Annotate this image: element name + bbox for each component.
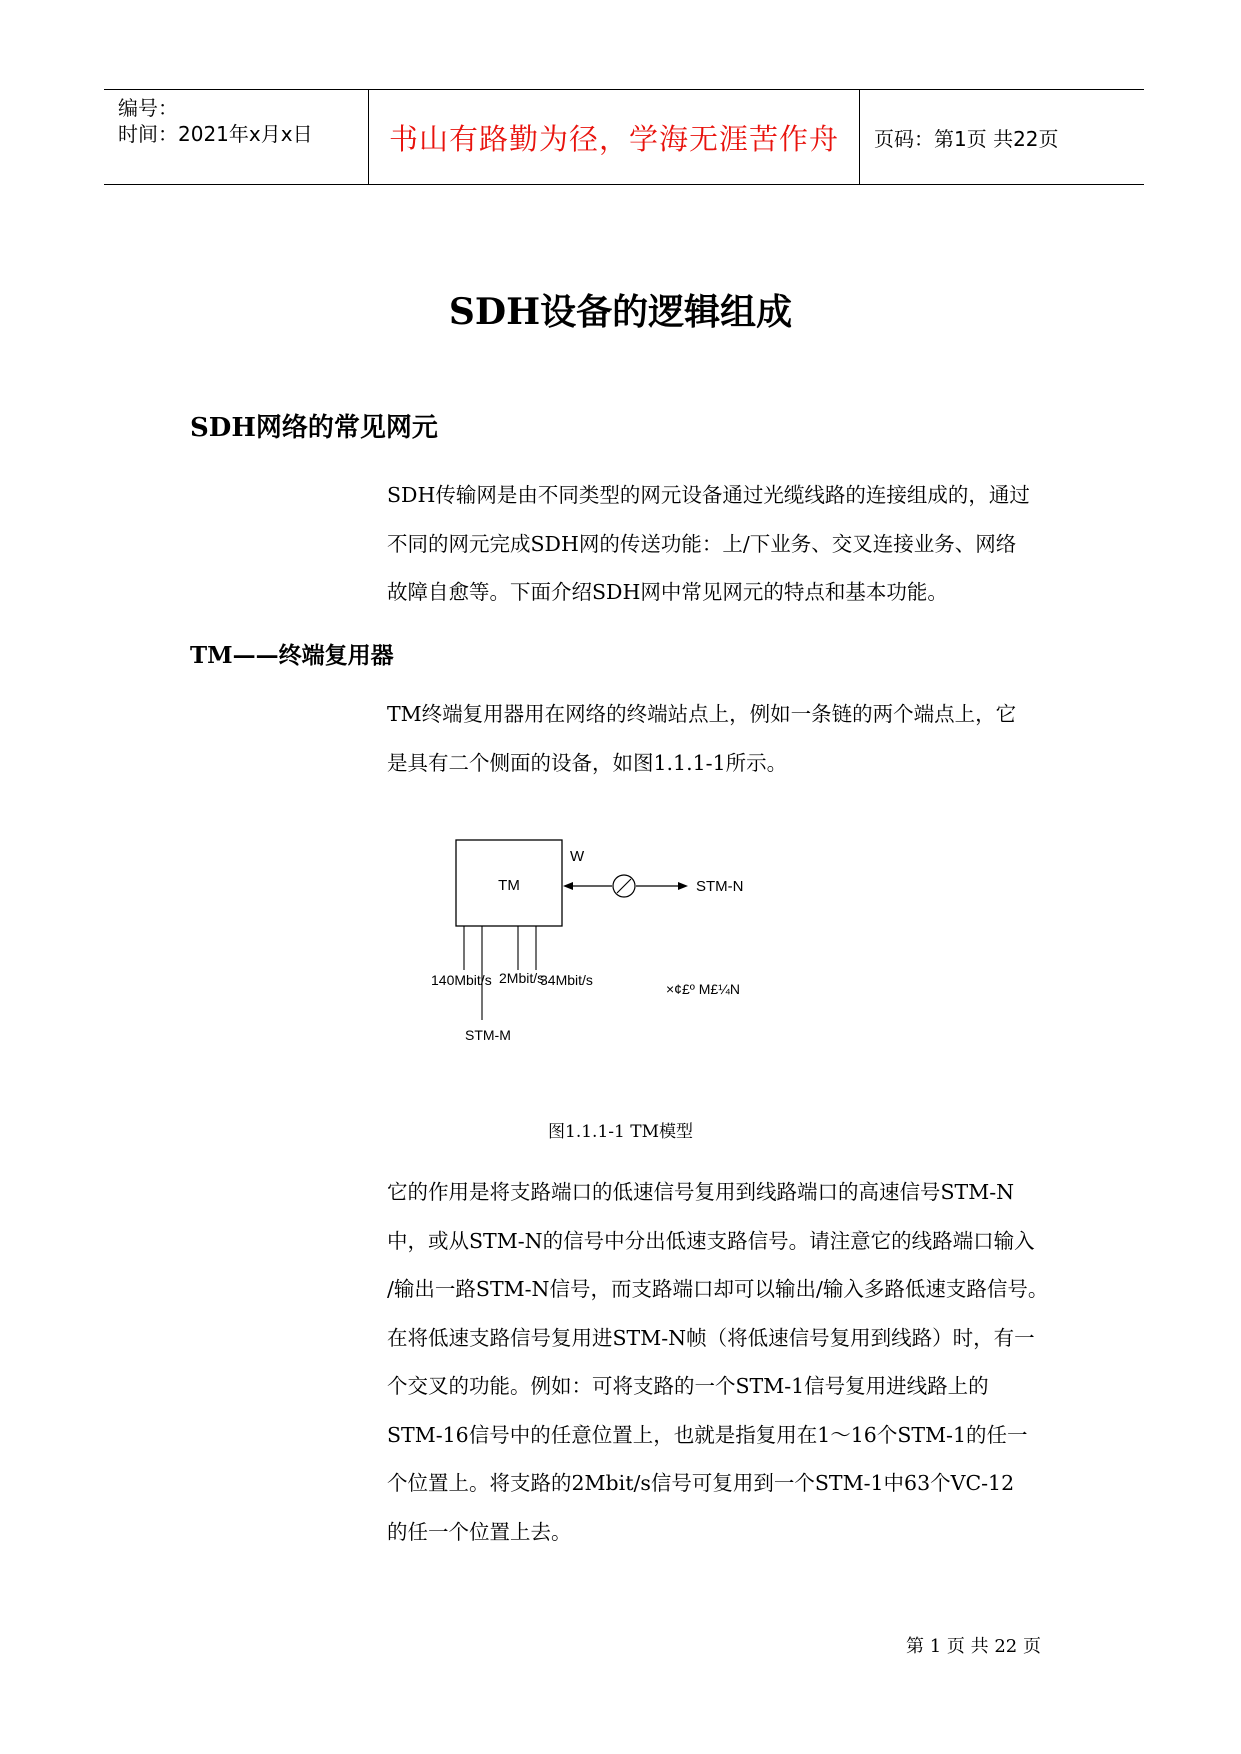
trib-stmm-label: STM-M xyxy=(465,1027,511,1043)
optical-interface-slash xyxy=(617,879,631,893)
paragraph-line: 它的作用是将支路端口的低速信号复用到线路端口的高速信号STM-N xyxy=(387,1180,1015,1204)
west-label: W xyxy=(570,848,585,865)
section-heading-tm: TM——终端复用器 xyxy=(190,642,394,669)
section-heading-network-elements: SDH网络的常见网元 xyxy=(190,413,438,443)
paragraph-line: 个位置上。将支路的2Mbit/s信号可复用到一个STM-1中63个VC-12 xyxy=(387,1471,1015,1495)
tm-intro-paragraph xyxy=(387,690,1063,787)
figure-caption: 图1.1.1-1 TM模型 xyxy=(548,1122,693,1142)
paragraph-line: 在将低速支路信号复用进STM-N帧（将低速信号复用到线路）时，有一 xyxy=(387,1325,1035,1350)
section1-paragraph xyxy=(387,471,1063,617)
header-table xyxy=(104,89,1144,185)
paragraph-line: STM-16信号中的任意位置上，也就是指复用在1～16个STM-1的任一 xyxy=(387,1422,1028,1447)
paragraph-line: 个交叉的功能。例如：可将支路的一个STM-1信号复用进线路上的 xyxy=(387,1374,989,1398)
arrowhead-right xyxy=(678,882,688,890)
paragraph-line: 是具有二个侧面的设备，如图1.1.1-1所示。 xyxy=(387,750,788,775)
line-stmn-label: STM-N xyxy=(696,878,744,895)
trib-140-label: 140Mbit/s xyxy=(431,972,492,988)
paragraph-line: 不同的网元完成SDH网的传送功能：上/下业务、交叉连接业务、网络 xyxy=(387,531,1017,556)
page-footer: 第 1 页 共 22 页 xyxy=(906,1636,1041,1657)
trib-2m-label: 2Mbit/s xyxy=(499,970,545,986)
paragraph-line: 中，或从STM-N的信号中分出低速支路信号。请注意它的线路端口输入 xyxy=(387,1228,1035,1253)
header-page-cell xyxy=(860,90,1144,184)
paragraph-line: SDH传输网是由不同类型的网元设备通过光缆线路的连接组成的，通过 xyxy=(387,483,1030,507)
paragraph-line: /输出一路STM-N信号，而支路端口却可以输出/输入多路低速支路信号。 xyxy=(387,1277,1049,1301)
motto-text: 书山有路勤为径，学海无涯苦作舟 xyxy=(388,121,839,156)
tm-body-paragraph xyxy=(387,1168,1063,1556)
arrowhead-left xyxy=(563,882,573,890)
doc-number-label: 编号： xyxy=(118,96,178,120)
header-left-cell xyxy=(104,90,369,184)
figure-note-garbled: ×¢£º M£¼N xyxy=(666,981,740,997)
trib-34m-label: 34Mbit/s xyxy=(540,972,593,988)
header-page-info: 页码：第1页 共22页 xyxy=(874,126,1059,151)
tm-box-label: TM xyxy=(498,877,520,894)
paragraph-line: 的任一个位置上去。 xyxy=(387,1519,572,1544)
paragraph-line: 故障自愈等。下面介绍SDH网中常见网元的特点和基本功能。 xyxy=(387,580,948,604)
doc-time-label: 时间：2021年x月x日 xyxy=(118,122,313,146)
document-title: SDH设备的逻辑组成 xyxy=(448,291,793,333)
header-motto-cell xyxy=(369,90,860,184)
tm-model-figure xyxy=(420,830,780,1070)
paragraph-line: TM终端复用器用在网络的终端站点上，例如一条链的两个端点上，它 xyxy=(387,702,1017,726)
